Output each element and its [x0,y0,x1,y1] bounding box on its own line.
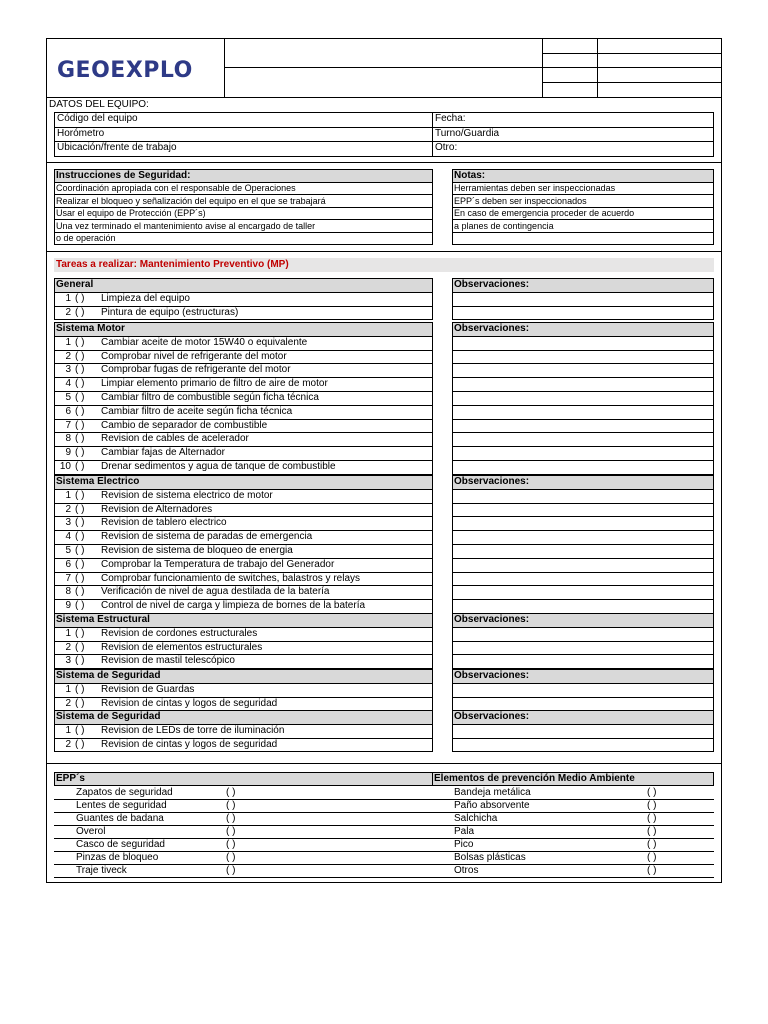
epp-item: Casco de seguridad [76,839,165,850]
epp-item: Lentes de seguridad [76,800,167,811]
task-checkbox[interactable]: ( ) [75,586,85,598]
task-number: 2 [65,350,71,362]
task-checkbox[interactable]: ( ) [75,378,85,390]
task-checkbox[interactable]: ( ) [75,697,85,709]
epp-checkbox[interactable]: ( ) [226,826,236,837]
epp-row-line [54,825,714,826]
task-row-line [452,405,714,406]
task-checkbox[interactable]: ( ) [75,572,85,584]
task-row-line [452,516,714,517]
task-number: 3 [65,655,71,667]
epp-checkbox[interactable]: ( ) [226,813,236,824]
nota-item: En caso de emergencia proceder de acuerdo [454,208,635,218]
task-row-line [452,432,714,433]
task-number: 9 [65,447,71,459]
ambiente-item: Pala [454,826,475,837]
task-row-line [452,391,714,392]
epp-title: EPP´s [56,773,85,784]
epp-checkbox[interactable]: ( ) [226,839,236,850]
task-checkbox[interactable]: ( ) [75,503,85,515]
task-checkbox[interactable]: ( ) [75,531,85,543]
epp-row-line [54,864,714,865]
datos-horometro: Horómetro [57,128,105,139]
task-row-line [452,363,714,364]
task-row-line [452,599,714,600]
header-row-line [542,82,722,83]
datos-col-line [432,112,433,157]
task-label: Cambio de separador de combustible [101,419,268,431]
notas-title: Notas: [454,170,486,181]
task-row-line [452,530,714,531]
instruccion-item: Realizar el bloqueo y señalización del equipo en el que se trabajará [56,196,326,206]
task-row-line [452,377,714,378]
ambiente-checkbox[interactable]: ( ) [647,826,657,837]
task-checkbox[interactable]: ( ) [75,683,85,695]
ambiente-item: Paño absorvente [454,800,530,811]
ambiente-checkbox[interactable]: ( ) [647,865,657,876]
task-label: Comprobar funcionamiento de switches, balastros y relays [101,572,361,584]
observaciones-label: Observaciones: [454,711,530,722]
task-row-line [452,460,714,461]
header-title-line [224,67,542,68]
task-checkbox[interactable]: ( ) [75,641,85,653]
observaciones-label: Observaciones: [454,614,530,625]
task-checkbox[interactable]: ( ) [75,405,85,417]
nota-item: a planes de contingencia [454,221,554,231]
observaciones-box [452,627,714,669]
ambiente-item: Salchicha [454,813,498,824]
task-row-line [452,697,714,698]
task-number: 3 [65,364,71,376]
epp-checkbox[interactable]: ( ) [226,800,236,811]
task-number: 8 [65,586,71,598]
task-number: 1 [65,336,71,348]
ambiente-item: Bolsas plásticas [454,852,526,863]
section-title: Sistema Electrico [56,476,140,487]
task-row-line [452,306,714,307]
task-checkbox[interactable]: ( ) [75,419,85,431]
task-number: 7 [65,419,71,431]
task-number: 2 [65,306,71,318]
epp-checkbox[interactable]: ( ) [226,787,236,798]
epp-item: Pinzas de bloqueo [76,852,159,863]
task-row-line [452,419,714,420]
task-checkbox[interactable]: ( ) [75,517,85,529]
task-number: 6 [65,405,71,417]
datos-turno: Turno/Guardia [435,128,500,139]
task-label: Revision de cordones estructurales [101,627,258,639]
notas-row-line [452,194,714,195]
observaciones-box [452,489,714,614]
task-checkbox[interactable]: ( ) [75,292,85,304]
task-number: 1 [65,292,71,304]
task-row-line [452,585,714,586]
task-checkbox[interactable]: ( ) [75,336,85,348]
task-number: 2 [65,697,71,709]
task-label: Revision de Alternadores [101,503,213,515]
tareas-title: Tareas a realizar: Mantenimiento Preventivo (MP) [56,259,289,270]
datos-ubicacion: Ubicación/frente de trabajo [57,142,177,153]
ambiente-checkbox[interactable]: ( ) [647,787,657,798]
ambiente-item: Pico [454,839,474,850]
task-label: Revision de cables de acelerador [101,433,249,445]
task-label: Pintura de equipo (estructuras) [101,306,239,318]
notas-row-line [452,232,714,233]
task-label: Revision de cintas y logos de seguridad [101,697,278,709]
task-number: 5 [65,545,71,556]
datos-otro: Otro: [435,142,458,153]
instruccion-item: Coordinación apropiada con el responsable de Operaciones [56,183,296,193]
ambiente-checkbox[interactable]: ( ) [647,813,657,824]
section-separator [46,763,722,764]
task-label: Cambiar filtro de aceite según ficha técnica [101,405,293,417]
task-label: Drenar sedimentos y agua de tanque de combustible [101,461,336,472]
epp-item: Zapatos de seguridad [76,787,173,798]
section-title: Sistema de Seguridad [56,670,161,681]
task-number: 6 [65,558,71,570]
task-row-line [452,572,714,573]
task-checkbox[interactable]: ( ) [75,350,85,362]
task-label: Revision de sistema de paradas de emergencia [101,531,313,543]
task-checkbox[interactable]: ( ) [75,306,85,318]
task-row-line [452,350,714,351]
ambiente-checkbox[interactable]: ( ) [647,852,657,863]
task-checkbox[interactable]: ( ) [75,600,85,612]
task-label: Revision de LEDs de torre de iluminación [101,724,285,736]
task-row-line [452,641,714,642]
instrucciones-title: Instrucciones de Seguridad: [56,170,191,181]
header-divider [542,38,543,98]
task-checkbox[interactable]: ( ) [75,447,85,459]
datos-fecha: Fecha: [435,113,466,124]
nota-item: EPP´s deben ser inspeccionados [454,196,587,206]
task-label: Revision de cintas y logos de seguridad [101,738,278,750]
task-label: Limpieza del equipo [101,292,190,304]
task-label: Comprobar fugas de refrigerante del motor [101,364,291,376]
task-checkbox[interactable]: ( ) [75,655,85,667]
instruccion-item: Una vez terminado el mantenimiento avise al encargado de taller [56,221,316,231]
ambiente-checkbox[interactable]: ( ) [647,800,657,811]
section-title: Sistema de Seguridad [56,711,161,722]
task-label: Comprobar nivel de refrigerante del motor [101,350,287,362]
task-number: 5 [65,392,71,403]
section-header [54,278,433,293]
observaciones-label: Observaciones: [454,670,530,681]
epp-item: Overol [76,826,106,837]
task-label: Revision de Guardas [101,683,195,695]
header-row-line [542,53,722,54]
task-number: 2 [65,641,71,653]
ambiente-item: Otros [454,865,479,876]
task-number: 8 [65,433,71,445]
ambiente-title: Elementos de prevención Medio Ambiente [434,773,635,784]
datos-row-line [54,127,714,128]
task-label: Cambiar filtro de combustible según ficha técnica [101,392,319,403]
epp-checkbox[interactable]: ( ) [226,865,236,876]
epp-row-line [54,877,714,878]
observaciones-label: Observaciones: [454,323,530,334]
section-separator [46,162,722,163]
company-logo: GEOEXPLO [57,58,193,83]
task-number: 9 [65,600,71,612]
task-number: 1 [65,489,71,501]
header-divider [597,38,598,98]
observaciones-label: Observaciones: [454,476,530,487]
task-checkbox[interactable]: ( ) [75,364,85,376]
task-checkbox[interactable]: ( ) [75,545,85,556]
task-label: Cambiar fajas de Alternador [101,447,225,459]
ambiente-checkbox[interactable]: ( ) [647,839,657,850]
task-row-line [452,544,714,545]
epp-item: Traje tiveck [76,865,127,876]
task-checkbox[interactable]: ( ) [75,489,85,501]
epp-divider [432,772,433,786]
header-divider [224,38,225,98]
header-row-line [542,67,722,68]
task-number: 1 [65,627,71,639]
task-number: 3 [65,517,71,529]
task-row-line [452,738,714,739]
task-label: Revision de mastil telescópico [101,655,235,667]
task-checkbox[interactable]: ( ) [75,558,85,570]
instrucciones-row-line [54,194,433,195]
task-label: Limpiar elemento primario de filtro de aire de motor [101,378,328,390]
datos-codigo: Código del equipo [57,113,138,124]
task-row-line [452,503,714,504]
datos-title: DATOS DEL EQUIPO: [49,99,149,110]
task-number: 10 [59,461,71,472]
instruccion-item: o de operación [56,233,116,243]
task-label: Revision de sistema de bloqueo de energia [101,545,293,556]
task-row-line [452,558,714,559]
task-label: Cambiar aceite de motor 15W40 o equivalente [101,336,308,348]
section-title: Sistema Motor [56,323,125,334]
epp-checkbox[interactable]: ( ) [226,852,236,863]
task-number: 2 [65,503,71,515]
task-label: Revision de elementos estructurales [101,641,263,653]
section-separator [46,251,722,252]
instruccion-item: Usar el equipo de Protección (EPP´s) [56,208,206,218]
task-number: 1 [65,724,71,736]
section-title: General [56,279,94,290]
task-label: Revision de sistema electrico de motor [101,489,273,501]
instrucciones-row-line [54,219,433,220]
task-label: Comprobar la Temperatura de trabajo del Generador [101,558,335,570]
nota-item: Herramientas deben ser inspeccionadas [454,183,616,193]
task-checkbox[interactable]: ( ) [75,461,85,472]
task-label: Verificación de nivel de agua destilada de la batería [101,586,330,598]
task-checkbox[interactable]: ( ) [75,724,85,736]
task-checkbox[interactable]: ( ) [75,433,85,445]
task-number: 7 [65,572,71,584]
task-label: Revision de tablero electrico [101,517,227,529]
task-number: 1 [65,683,71,695]
task-checkbox[interactable]: ( ) [75,392,85,403]
task-row-line [452,654,714,655]
task-label: Control de nivel de carga y limpieza de bornes de la batería [101,600,366,612]
observaciones-label: Observaciones: [454,279,530,290]
task-row-line [452,446,714,447]
ambiente-item: Bandeja metálica [454,787,531,798]
notas-row-line [452,219,714,220]
section-title: Sistema Estructural [56,614,150,625]
task-number: 2 [65,738,71,750]
task-number: 4 [65,378,71,390]
task-number: 4 [65,531,71,543]
task-checkbox[interactable]: ( ) [75,627,85,639]
epp-item: Guantes de badana [76,813,164,824]
notas-header [452,169,714,183]
task-checkbox[interactable]: ( ) [75,738,85,750]
